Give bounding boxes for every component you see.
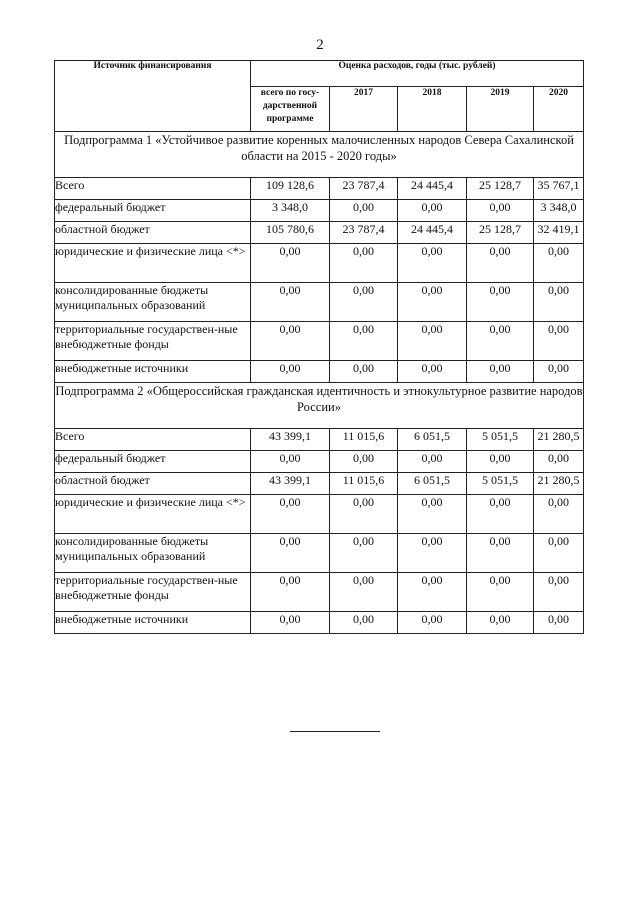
row-value: 0,00 (330, 495, 398, 534)
row-value: 21 280,5 (534, 473, 584, 495)
table-row (55, 473, 584, 495)
subprogram-title: Подпрограмма 1 «Устойчивое развитие коренных малочисленных народов Севера Сахалинской области на 2015 - 2020 годы» (55, 132, 584, 178)
row-value: 25 128,7 (467, 178, 534, 200)
row-value: 0,00 (398, 495, 467, 534)
row-value: 0,00 (330, 612, 398, 634)
row-value: 0,00 (534, 283, 584, 322)
table-row (55, 612, 584, 634)
row-value: 0,00 (398, 322, 467, 361)
row-label: территориальные государствен-ные внебюджетные фонды (55, 573, 251, 612)
table-row (55, 361, 584, 383)
budget-table (54, 60, 584, 634)
row-label: Всего (55, 429, 251, 451)
table-row (55, 244, 584, 283)
table-row (55, 495, 584, 534)
row-value: 0,00 (467, 244, 534, 283)
table-row (55, 222, 584, 244)
row-label: федеральный бюджет (55, 200, 251, 222)
row-label: юридические и физические лица <*> (55, 244, 251, 283)
subprogram-title: Подпрограмма 2 «Общероссийская гражданская идентичность и этнокультурное развитие народов России» (55, 383, 584, 429)
row-value: 0,00 (398, 283, 467, 322)
table-row (55, 178, 584, 200)
row-value: 0,00 (330, 534, 398, 573)
header-col-2017: 2017 (330, 87, 398, 132)
row-value: 0,00 (251, 283, 330, 322)
header-estimate: Оценка расходов, годы (тыс. рублей) (251, 61, 584, 87)
row-value: 0,00 (398, 200, 467, 222)
header-col-2018: 2018 (398, 87, 467, 132)
row-value: 0,00 (330, 322, 398, 361)
row-value: 24 445,4 (398, 178, 467, 200)
row-value: 23 787,4 (330, 178, 398, 200)
header-col-2019: 2019 (467, 87, 534, 132)
table-row (55, 200, 584, 222)
row-value: 105 780,6 (251, 222, 330, 244)
row-value: 0,00 (467, 361, 534, 383)
row-label: федеральный бюджет (55, 451, 251, 473)
row-label: консолидированные бюджеты муниципальных образований (55, 283, 251, 322)
table-row (55, 283, 584, 322)
row-value: 0,00 (467, 200, 534, 222)
row-label: внебюджетные источники (55, 612, 251, 634)
row-value: 5 051,5 (467, 429, 534, 451)
row-value: 0,00 (330, 573, 398, 612)
row-value: 0,00 (534, 495, 584, 534)
row-value: 0,00 (330, 244, 398, 283)
row-value: 0,00 (251, 495, 330, 534)
row-value: 0,00 (467, 573, 534, 612)
header-source: Источник финансирования (55, 61, 251, 132)
row-value: 0,00 (398, 534, 467, 573)
row-value: 0,00 (330, 451, 398, 473)
table-row (55, 429, 584, 451)
row-value: 0,00 (467, 283, 534, 322)
row-value: 0,00 (330, 361, 398, 383)
subprogram-title-row (55, 132, 584, 178)
row-value: 35 767,1 (534, 178, 584, 200)
row-value: 0,00 (330, 200, 398, 222)
row-value: 0,00 (398, 361, 467, 383)
subprogram-title-row (55, 383, 584, 429)
row-value: 6 051,5 (398, 429, 467, 451)
row-value: 0,00 (467, 612, 534, 634)
row-value: 0,00 (251, 361, 330, 383)
row-label: консолидированные бюджеты муниципальных образований (55, 534, 251, 573)
row-value: 0,00 (251, 573, 330, 612)
row-label: юридические и физические лица <*> (55, 495, 251, 534)
row-value: 11 015,6 (330, 473, 398, 495)
row-value: 0,00 (467, 451, 534, 473)
row-value: 0,00 (467, 495, 534, 534)
row-value: 0,00 (534, 244, 584, 283)
row-value: 3 348,0 (534, 200, 584, 222)
header-col-2020: 2020 (534, 87, 584, 132)
row-value: 0,00 (534, 322, 584, 361)
row-value: 109 128,6 (251, 178, 330, 200)
table-row (55, 322, 584, 361)
table-row (55, 573, 584, 612)
row-value: 0,00 (251, 244, 330, 283)
header-col-total: всего по госу-дарственной программе (251, 87, 330, 132)
row-value: 0,00 (251, 612, 330, 634)
row-label: областной бюджет (55, 222, 251, 244)
page-number: 2 (316, 37, 324, 53)
row-value: 43 399,1 (251, 429, 330, 451)
row-value: 43 399,1 (251, 473, 330, 495)
table-body (55, 132, 584, 634)
row-value: 3 348,0 (251, 200, 330, 222)
row-value: 0,00 (467, 322, 534, 361)
row-value: 5 051,5 (467, 473, 534, 495)
row-label: внебюджетные источники (55, 361, 251, 383)
row-value: 6 051,5 (398, 473, 467, 495)
row-value: 0,00 (398, 244, 467, 283)
row-value: 0,00 (534, 534, 584, 573)
row-label: областной бюджет (55, 473, 251, 495)
footnote-separator (290, 731, 380, 732)
row-value: 23 787,4 (330, 222, 398, 244)
row-value: 11 015,6 (330, 429, 398, 451)
row-value: 0,00 (398, 612, 467, 634)
row-value: 0,00 (251, 534, 330, 573)
row-value: 0,00 (534, 573, 584, 612)
row-value: 0,00 (398, 573, 467, 612)
row-value: 0,00 (467, 534, 534, 573)
row-value: 25 128,7 (467, 222, 534, 244)
row-value: 24 445,4 (398, 222, 467, 244)
table-row (55, 451, 584, 473)
row-value: 0,00 (330, 283, 398, 322)
row-value: 0,00 (534, 361, 584, 383)
row-value: 32 419,1 (534, 222, 584, 244)
row-value: 0,00 (534, 451, 584, 473)
row-value: 0,00 (251, 322, 330, 361)
table-row (55, 534, 584, 573)
row-value: 0,00 (398, 451, 467, 473)
row-label: Всего (55, 178, 251, 200)
row-label: территориальные государствен-ные внебюджетные фонды (55, 322, 251, 361)
row-value: 0,00 (534, 612, 584, 634)
row-value: 0,00 (251, 451, 330, 473)
row-value: 21 280,5 (534, 429, 584, 451)
